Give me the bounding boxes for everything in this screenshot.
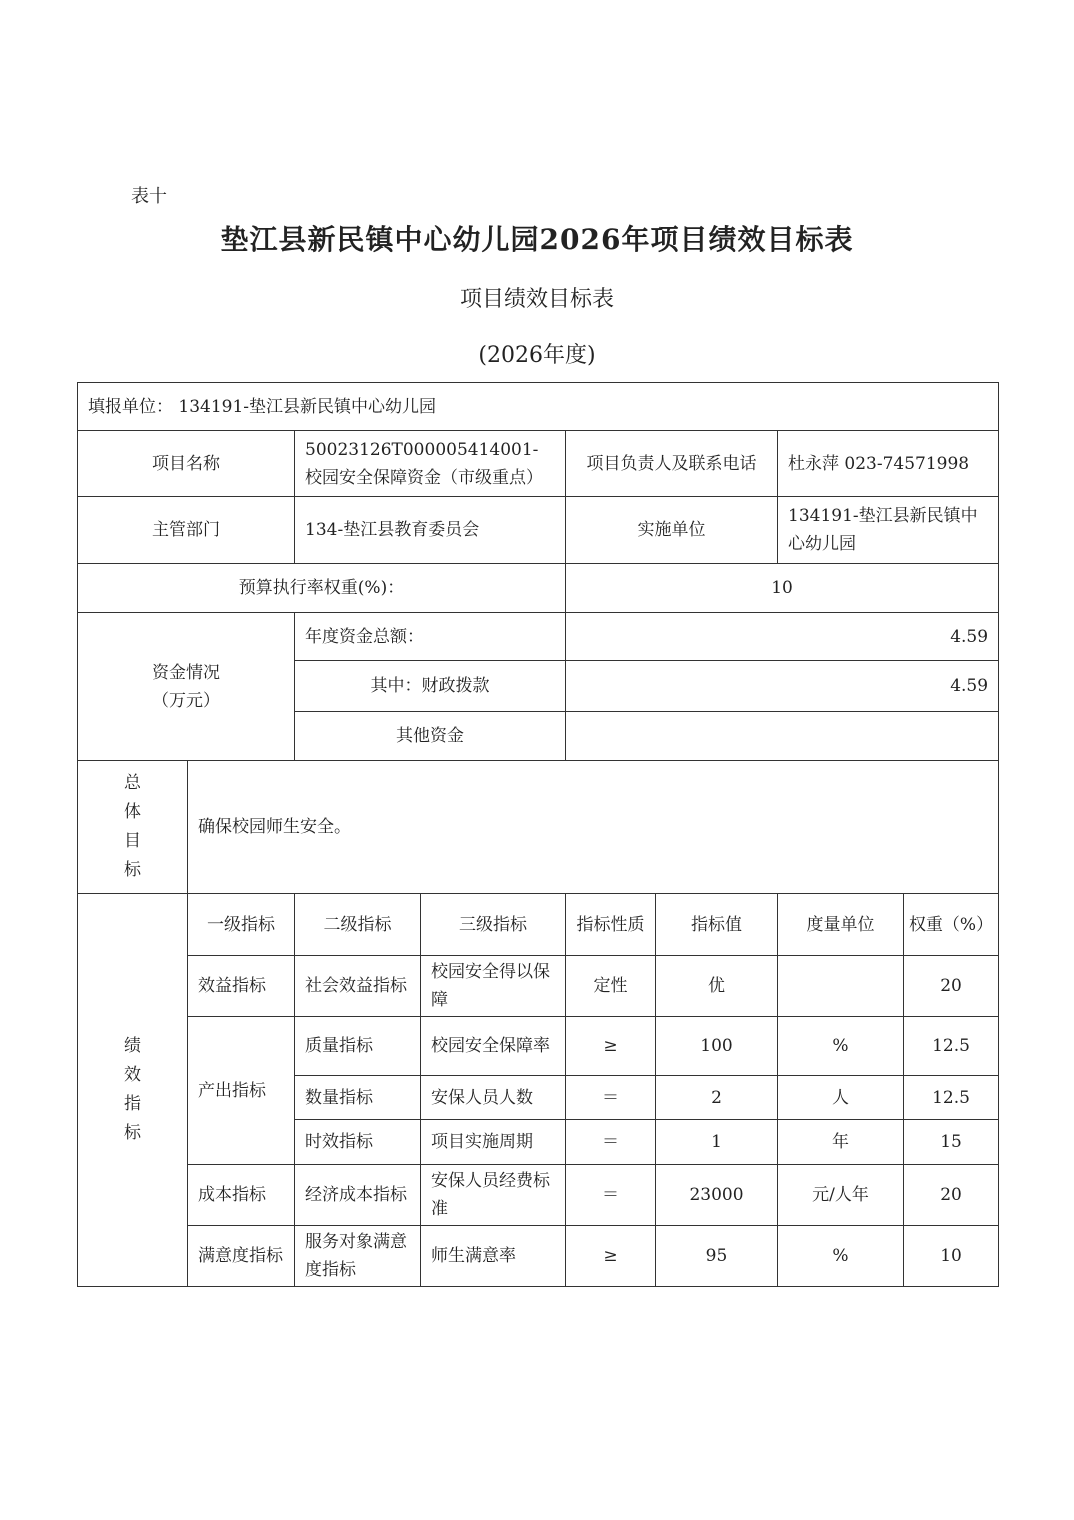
weight-cell: 15	[904, 1120, 999, 1165]
funds-label-line1: 资金情况	[152, 662, 220, 683]
goal-label-char: 目	[124, 831, 141, 851]
reporting-unit-row	[78, 383, 999, 431]
level3-cell: 校园安全保障率	[421, 1017, 566, 1076]
contact-value: 杜永萍 023-74571998	[778, 431, 999, 497]
nature-cell: ＝	[566, 1165, 656, 1226]
reporting-unit-value: 134191-垫江县新民镇中心幼儿园	[178, 396, 437, 417]
funds-fiscal-value: 4.59	[566, 661, 999, 712]
value-cell: 100	[656, 1017, 778, 1076]
unit-cell: 人	[778, 1076, 904, 1120]
nature-cell: 定性	[566, 956, 656, 1017]
value-cell: 优	[656, 956, 778, 1017]
nature-cell: ＝	[566, 1120, 656, 1165]
funds-total-label: 年度资金总额：	[295, 613, 566, 661]
goal-text: 确保校园师生安全。	[188, 761, 999, 894]
weight-cell: 12.5	[904, 1017, 999, 1076]
nature-cell: ≥	[566, 1226, 656, 1287]
goal-label	[78, 761, 188, 894]
header-level3: 三级指标	[421, 894, 566, 956]
project-name-value: 50023126T000005414001-校园安全保障资金（市级重点）	[295, 431, 566, 497]
level1-cell: 成本指标	[188, 1165, 295, 1226]
budget-weight-value: 10	[566, 564, 999, 613]
level1-cell: 满意度指标	[188, 1226, 295, 1287]
value-cell: 95	[656, 1226, 778, 1287]
indicators-label-char: 指	[124, 1094, 141, 1114]
level3-cell: 校园安全得以保障	[421, 956, 566, 1017]
contact-label: 项目负责人及联系电话	[566, 431, 778, 497]
header-value: 指标值	[656, 894, 778, 956]
document-year: (2026年度)	[478, 343, 596, 368]
level2-cell: 社会效益指标	[295, 956, 421, 1017]
unit-cell	[778, 956, 904, 1017]
value-cell: 2	[656, 1076, 778, 1120]
value-cell: 23000	[656, 1165, 778, 1226]
funds-other-value	[566, 712, 999, 761]
level2-cell: 时效指标	[295, 1120, 421, 1165]
table-row	[78, 1226, 999, 1287]
header-nature: 指标性质	[566, 894, 656, 956]
funds-other-label: 其他资金	[295, 712, 566, 761]
weight-cell: 10	[904, 1226, 999, 1287]
header-weight: 权重（%）	[904, 894, 999, 956]
funds-label	[78, 613, 295, 761]
level3-cell: 安保人员人数	[421, 1076, 566, 1120]
level2-cell: 质量指标	[295, 1017, 421, 1076]
level1-cell: 产出指标	[188, 1017, 295, 1165]
unit-cell: 元/人年	[778, 1165, 904, 1226]
document-subtitle: 项目绩效目标表	[459, 287, 614, 312]
funds-total-value: 4.59	[566, 613, 999, 661]
indicators-label-char: 效	[124, 1065, 141, 1085]
funds-label-line2: （万元）	[152, 690, 220, 711]
header-level2: 二级指标	[295, 894, 421, 956]
level2-cell: 经济成本指标	[295, 1165, 421, 1226]
performance-table	[77, 382, 999, 1287]
table-row	[78, 956, 999, 1017]
goal-label-char: 标	[124, 860, 141, 880]
unit-cell: %	[778, 1017, 904, 1076]
table-row	[78, 1165, 999, 1226]
level2-cell: 数量指标	[295, 1076, 421, 1120]
nature-cell: ≥	[566, 1017, 656, 1076]
level3-cell: 项目实施周期	[421, 1120, 566, 1165]
indicators-label-char: 标	[124, 1123, 141, 1143]
dept-label: 主管部门	[78, 497, 295, 564]
weight-cell: 12.5	[904, 1076, 999, 1120]
header-level1: 一级指标	[188, 894, 295, 956]
level1-cell: 效益指标	[188, 956, 295, 1017]
table-row	[78, 1017, 999, 1076]
project-name-label: 项目名称	[78, 431, 295, 497]
table-number: 表十	[131, 186, 167, 207]
unit-cell: 年	[778, 1120, 904, 1165]
weight-cell: 20	[904, 1165, 999, 1226]
goal-label-char: 体	[124, 802, 141, 822]
indicators-label	[78, 894, 188, 1287]
level3-cell: 师生满意率	[421, 1226, 566, 1287]
weight-cell: 20	[904, 956, 999, 1017]
unit-cell: %	[778, 1226, 904, 1287]
goal-label-char: 总	[124, 773, 141, 793]
dept-value: 134-垫江县教育委员会	[295, 497, 566, 564]
impl-unit-value: 134191-垫江县新民镇中心幼儿园	[778, 497, 999, 564]
reporting-unit-label: 填报单位：	[88, 396, 173, 417]
impl-unit-label: 实施单位	[566, 497, 778, 564]
value-cell: 1	[656, 1120, 778, 1165]
header-unit: 度量单位	[778, 894, 904, 956]
nature-cell: ＝	[566, 1076, 656, 1120]
funds-fiscal-label: 其中：财政拨款	[295, 661, 566, 712]
level3-cell: 安保人员经费标准	[421, 1165, 566, 1226]
indicators-label-char: 绩	[124, 1036, 141, 1056]
budget-weight-label: 预算执行率权重(%)：	[78, 564, 566, 613]
level2-cell: 服务对象满意度指标	[295, 1226, 421, 1287]
document-title: 垫江县新民镇中心幼儿园2026年项目绩效目标表	[220, 223, 854, 256]
